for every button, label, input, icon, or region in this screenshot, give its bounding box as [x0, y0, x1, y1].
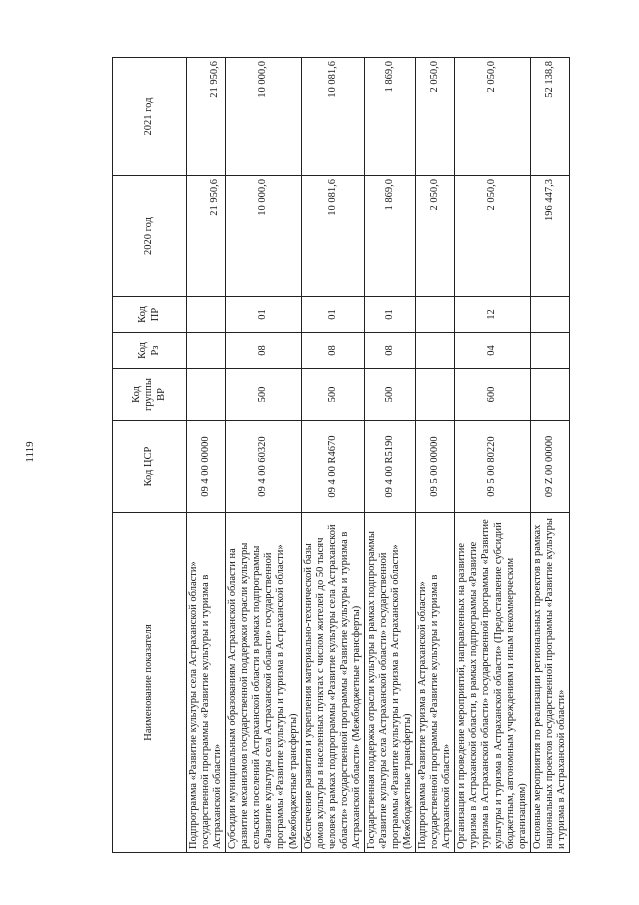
row-vr: 500 — [364, 369, 415, 421]
row-vr — [530, 369, 569, 421]
row-name: Подпрограмма «Развитие туризма в Астраханской области» государственной программы «Развитие культуры и туризма в Астраханской области» — [416, 513, 455, 853]
row-vr: 600 — [455, 369, 530, 421]
header-csr: Код ЦСР — [113, 421, 187, 513]
row-name: Основные мероприятия по реализации региональных проектов в рамках национальных проектов государственной программы «Развитие культуры и туризма в Астраханской области» — [530, 513, 569, 853]
row-csr: 09 4 00 00000 — [187, 421, 226, 513]
row-2021: 2 050,0 — [455, 58, 530, 176]
row-2021: 21 950,6 — [187, 58, 226, 176]
row-2020: 10 000,0 — [226, 176, 301, 297]
row-name: Организация и проведение мероприятий, направленных на развитие туризма в Астраханской области, в рамках подпрограммы «Развитие туризма в Астраханской области» государственной программы «Развитие культуры и туризма в Астраханской области» (Предоставление субсидий бюджетным, автономным учреждениям и иным некоммерческим организациям) — [455, 513, 530, 853]
row-name: Государственная поддержка отрасли культуры в рамках подпрограммы «Развитие культуры села Астраханской области» государственной программы «Развитие культуры и туризма в Астраханской области» (Межбюджетные трансферты) — [364, 513, 415, 853]
table-header-row — [113, 58, 187, 853]
row-csr: 09 4 00 R5190 — [364, 421, 415, 513]
row-rz: 08 — [226, 333, 301, 369]
table-row — [364, 58, 415, 853]
row-vr — [416, 369, 455, 421]
row-name: Подпрограмма «Развитие культуры села Астраханской области» государственной программы «Развитие культуры и туризма в Астраханской области» — [187, 513, 226, 853]
row-vr: 500 — [301, 369, 364, 421]
row-vr: 500 — [226, 369, 301, 421]
row-pr — [416, 297, 455, 333]
row-csr: 09 5 00 00000 — [416, 421, 455, 513]
row-2021: 2 050,0 — [416, 58, 455, 176]
row-2021: 10 000,0 — [226, 58, 301, 176]
row-pr — [530, 297, 569, 333]
row-pr — [187, 297, 226, 333]
table-row — [416, 58, 455, 853]
rotated-table-container — [112, 58, 567, 853]
header-vr: Код группы ВР — [113, 369, 187, 421]
page-number: 1119 — [24, 441, 36, 463]
row-2020: 2 050,0 — [416, 176, 455, 297]
budget-table — [112, 57, 570, 853]
row-2020: 21 950,6 — [187, 176, 226, 297]
row-2020: 196 447,3 — [530, 176, 569, 297]
row-pr: 01 — [226, 297, 301, 333]
header-name: Наименование показателя — [113, 513, 187, 853]
table-row — [530, 58, 569, 853]
row-name: Обеспечение развития и укрепления материально-технической базы домов культуры в населенных пунктах с числом жителей до 50 тысяч человек в рамках подпрограммы «Развитие культуры села Астраханской области» государственной программы «Развитие культуры и туризма в Астраханской области» (Межбюджетные трансферты) — [301, 513, 364, 853]
header-2021: 2021 год — [113, 58, 187, 176]
row-pr: 12 — [455, 297, 530, 333]
row-2021: 52 138,8 — [530, 58, 569, 176]
row-vr — [187, 369, 226, 421]
table-row — [226, 58, 301, 853]
row-csr: 09 4 00 R4670 — [301, 421, 364, 513]
header-2020: 2020 год — [113, 176, 187, 297]
row-rz: 08 — [364, 333, 415, 369]
row-rz — [187, 333, 226, 369]
row-rz — [416, 333, 455, 369]
row-csr: 09 Z 00 00000 — [530, 421, 569, 513]
row-2021: 1 869,0 — [364, 58, 415, 176]
table-row — [301, 58, 364, 853]
table-row — [187, 58, 226, 853]
row-2020: 1 869,0 — [364, 176, 415, 297]
row-pr: 01 — [301, 297, 364, 333]
row-rz — [530, 333, 569, 369]
row-name: Субсидии муниципальным образованиям Астраханской области на развитие механизмов государственной поддержки отрасли культуры сельских поселений Астраханской области в рамках подпрограммы «Развитие культуры села Астраханской области» государственной программы «Развитие культуры и туризма в Астраханской области» (Межбюджетные трансферты) — [226, 513, 301, 853]
row-2020: 2 050,0 — [455, 176, 530, 297]
row-csr: 09 5 00 80220 — [455, 421, 530, 513]
table-row — [455, 58, 530, 853]
row-2021: 10 081,6 — [301, 58, 364, 176]
row-rz: 08 — [301, 333, 364, 369]
row-rz: 04 — [455, 333, 530, 369]
row-2020: 10 081,6 — [301, 176, 364, 297]
header-rz: Код Рз — [113, 333, 187, 369]
header-pr: Код ПР — [113, 297, 187, 333]
row-csr: 09 4 00 60320 — [226, 421, 301, 513]
row-pr: 01 — [364, 297, 415, 333]
